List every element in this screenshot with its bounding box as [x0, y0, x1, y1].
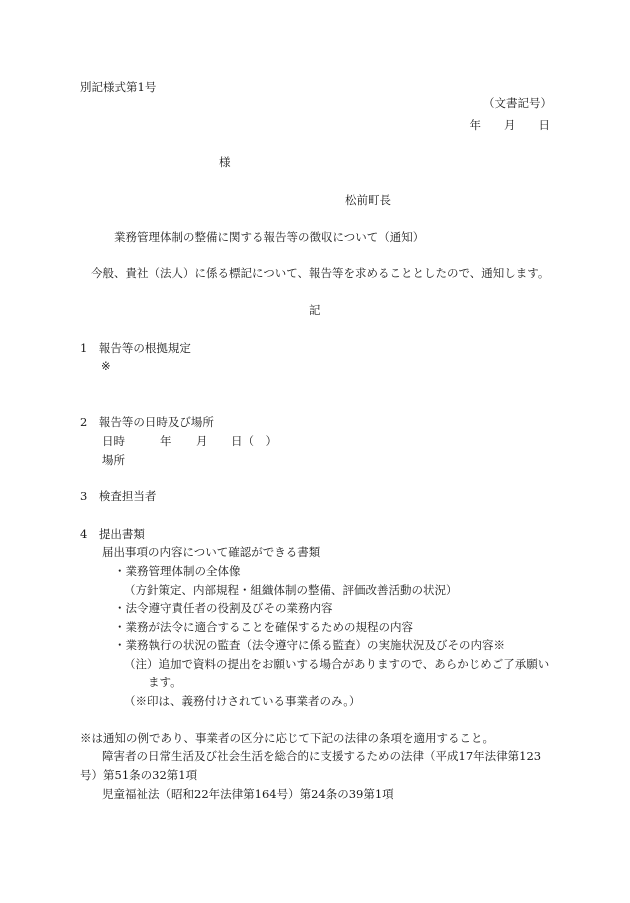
place-label: 場所 [102, 453, 125, 467]
form-number: 別記様式第1号 [80, 80, 157, 94]
section-2-heading: 2 報告等の日時及び場所 [80, 415, 214, 429]
list-item: ・法令遵守責任者の役割及びその業務内容 [114, 601, 333, 615]
list-item: （方針策定、内部規程・組織体制の整備、評価改善活動の状況） [124, 583, 458, 597]
footnote-line-1: ※は通知の例であり、事業者の区分に応じて下記の法律の条項を適用すること。 [80, 731, 494, 745]
list-item: ・業務が法令に適合することを確保するための規程の内容 [114, 620, 413, 634]
document-reference: （文書記号） [483, 96, 552, 110]
submission-lead: 届出事項の内容について確認ができる書類 [102, 545, 321, 559]
date-line: 年 月 日 [469, 118, 550, 132]
footnote-line-2: 障害者の日常生活及び社会生活を総合的に支援するための法律（平成17年法律第123 [102, 749, 542, 763]
datetime-label: 日時 [102, 434, 125, 448]
list-item: ・業務執行の状況の監査（法令遵守に係る監査）の実施状況及びその内容※ [114, 638, 505, 652]
year-label: 年 [160, 434, 172, 448]
list-item: ・業務管理体制の全体像 [114, 564, 241, 578]
note-line-2: ます。 [148, 675, 182, 689]
section-3-heading: 3 検査担当者 [80, 489, 157, 503]
month-label: 月 [196, 434, 208, 448]
ki-heading: 記 [309, 303, 321, 317]
obligation-note: （※印は、義務付けされている事業者のみ。） [124, 694, 361, 708]
addressee-suffix: 様 [219, 155, 231, 169]
document-title: 業務管理体制の整備に関する報告等の徴収について（通知） [114, 230, 425, 244]
section-4-heading: 4 提出書類 [80, 527, 145, 541]
footnote-line-3: 号）第51条の32第1項 [80, 768, 198, 782]
issuer-name: 松前町長 [345, 193, 391, 207]
intro-paragraph: 今般、貴社（法人）に係る標記について、報告等を求めることとしたので、通知します。 [91, 266, 550, 280]
day-label: 日（ ） [231, 434, 277, 448]
section-1-mark: ※ [101, 359, 111, 373]
section-1-heading: 1 報告等の根拠規定 [80, 341, 191, 355]
note-line-1: （注）追加で資料の提出をお願いする場合がありますので、あらかじめご了承願い [124, 657, 550, 671]
footnote-line-4: 児童福祉法（昭和22年法律第164号）第24条の39第1項 [102, 787, 394, 801]
